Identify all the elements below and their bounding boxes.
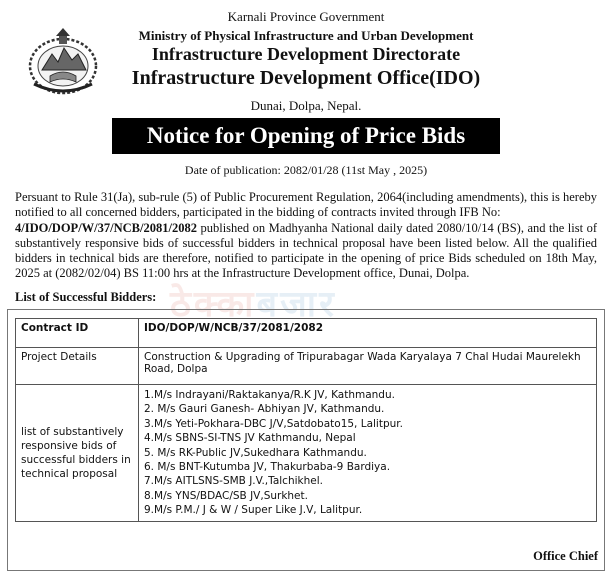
table-row — [16, 385, 597, 522]
publication-date: Date of publication: 2082/01/28 (11st May , 2025) — [184, 163, 428, 177]
bidders-table — [15, 318, 597, 522]
bidders-list — [144, 388, 591, 518]
list-item: 5. M/s RK-Public JV,Sukedhara Kathmandu. — [144, 446, 367, 459]
office-location: Dunai, Dolpa, Nepal. — [250, 98, 362, 113]
project-details-label: Project Details — [16, 348, 139, 385]
list-item: 8.M/s YNS/BDAC/SB JV,Surkhet. — [144, 489, 308, 502]
list-title: List of Successful Bidders: — [15, 290, 157, 304]
notice-title: Notice for Opening of Price Bids — [112, 118, 500, 154]
office-name: Infrastructure Development Office(IDO) — [131, 67, 481, 89]
list-item: 9.M/s P.M./ J & W / Super Like J.V, Lalitpur. — [144, 504, 363, 517]
watermark-part2: बजार — [256, 284, 337, 325]
notice-body — [15, 190, 597, 282]
directorate-name: Infrastructure Development Directorate — [151, 44, 461, 64]
list-item: 7.M/s AITLSNS-SMB J.V.,Talchikhel. — [144, 475, 323, 488]
notice-body-part2: published on Madhyanha National daily dated 2080/10/14 (BS), and the list of substantively responsive bids of successful bidders in technical proposal have been listed below. All the qualified bidders in technical bids are therefore, notified to participate in the opening of price Bids scheduled on 18th May, 2025 at (2082/02/04) BS 11:00 hrs at the Infrastructure Development office, Dunai, Dolpa. — [15, 220, 597, 281]
contract-id-label: Contract ID — [16, 319, 139, 348]
table-row — [16, 319, 597, 348]
list-item: 3.M/s Yeti-Pokhara-DBC J/V,Satdobato15, Lalitpur. — [144, 417, 403, 430]
watermark-part1: ठेक्का — [170, 284, 257, 325]
ifb-number: 4/IDO/DOP/W/37/NCB/2081/2082 — [15, 220, 197, 235]
bidders-cell — [139, 385, 597, 522]
notice-body-part1: Persuant to Rule 31(Ja), sub-rule (5) of Public Procurement Regulation, 2064(including amendments), this is hereby notified to all concerned bidders, participated in the bidding of contracts invited through IFB No: — [15, 190, 597, 220]
bidders-label: list of substantively responsive bids of successful bidders in technical proposal — [16, 385, 139, 522]
ministry-name: Ministry of Physical Infrastructure and Urban Development — [138, 28, 474, 43]
table-row — [16, 348, 597, 385]
contract-id-value: IDO/DOP/W/NCB/37/2081/2082 — [139, 319, 597, 348]
list-item: 6. M/s BNT-Kutumba JV, Thakurbaba-9 Bardiya. — [144, 461, 391, 474]
list-item: 4.M/s SBNS-SI-TNS JV Kathmandu, Nepal — [144, 432, 356, 445]
project-details-value: Construction & Upgrading of Tripurabagar Wada Karyalaya 7 Chal Hudai Maurelekh Road, Dolpa — [139, 348, 597, 385]
list-item: 1.M/s Indrayani/Raktakanya/R.K JV, Kathmandu. — [144, 389, 395, 401]
government-name: Karnali Province Government — [227, 9, 385, 24]
office-chief-signature: Office Chief — [533, 549, 598, 563]
list-item: 2. M/s Gauri Ganesh- Abhiyan JV, Kathmandu. — [144, 403, 385, 416]
